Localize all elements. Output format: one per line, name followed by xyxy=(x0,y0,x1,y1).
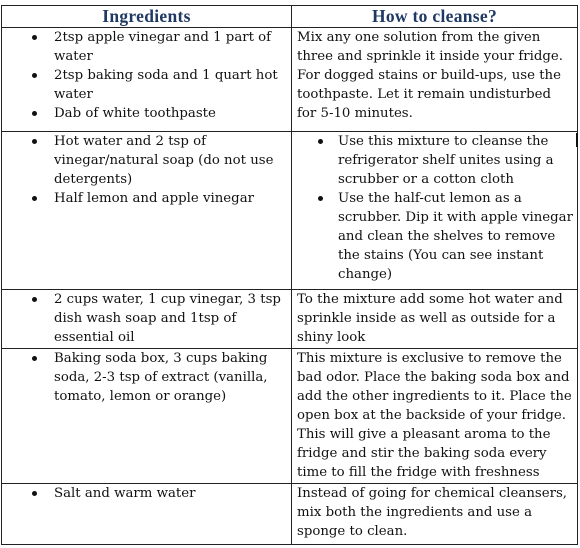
ingredients-cell xyxy=(2,484,292,545)
cleaning-table xyxy=(1,5,578,545)
method-text: Mix any one solution from the given three and sprinkle it inside your fridge. For dogged stains or build-ups, use the toothpaste. Let it remain undisturbed for 5-10 minutes. xyxy=(297,30,564,121)
ingredients-header: Ingredients xyxy=(2,6,292,28)
method-text: To the mixture add some hot water and sprinkle inside as well as outside for a shiny look xyxy=(297,292,563,345)
method-header: How to cleanse? xyxy=(292,6,578,28)
ingredients-cell xyxy=(2,132,292,290)
method-item: Use this mixture to cleanse the refrigerator shelf unites using a scrubber or a cotton cloth xyxy=(308,132,573,189)
method-text: This mixture is exclusive to remove the bad odor. Place the baking soda box and add the other ingredients to it. Place the open box at the backside of your fridge. This will give a pleasant aroma to the fridge and stir the baking soda every time to fill the fridge with freshness xyxy=(297,351,572,480)
text-cursor xyxy=(576,133,578,147)
method-list xyxy=(292,132,577,284)
ingredient-list xyxy=(2,132,291,208)
ingredient-list xyxy=(2,349,291,406)
ingredients-cell xyxy=(2,349,292,484)
ingredient-item: 2tsp baking soda and 1 quart hot water xyxy=(28,66,287,104)
ingredient-item: Hot water and 2 tsp of vinegar/natural soap (do not use detergents) xyxy=(28,132,287,189)
table-row xyxy=(2,290,578,349)
table-row xyxy=(2,484,578,545)
ingredient-item: Dab of white toothpaste xyxy=(28,104,287,123)
ingredient-item: 2tsp apple vinegar and 1 part of water xyxy=(28,28,287,66)
method-cell xyxy=(292,290,578,349)
method-item: Use the half-cut lemon as a scrubber. Dip it with apple vinegar and clean the shelves to remove the stains (You can see instant change) xyxy=(308,189,573,284)
method-cell xyxy=(292,349,578,484)
ingredient-list xyxy=(2,28,291,123)
ingredient-item: 2 cups water, 1 cup vinegar, 3 tsp dish wash soap and 1tsp of essential oil xyxy=(28,290,287,347)
method-cell xyxy=(292,28,578,132)
ingredient-list xyxy=(2,290,291,347)
method-text: Instead of going for chemical cleansers, mix both the ingredients and use a sponge to clean. xyxy=(297,486,568,539)
method-cell xyxy=(292,484,578,545)
table-row xyxy=(2,132,578,290)
ingredient-item: Half lemon and apple vinegar xyxy=(28,189,287,208)
ingredients-cell xyxy=(2,290,292,349)
table-row xyxy=(2,28,578,132)
method-cell xyxy=(292,132,578,290)
ingredient-item: Salt and warm water xyxy=(28,484,287,503)
ingredient-item: Baking soda box, 3 cups baking soda, 2-3 tsp of extract (vanilla, tomato, lemon or orange) xyxy=(28,349,287,406)
table-row xyxy=(2,349,578,484)
header-row xyxy=(2,6,578,28)
ingredient-list xyxy=(2,484,291,503)
ingredients-cell xyxy=(2,28,292,132)
